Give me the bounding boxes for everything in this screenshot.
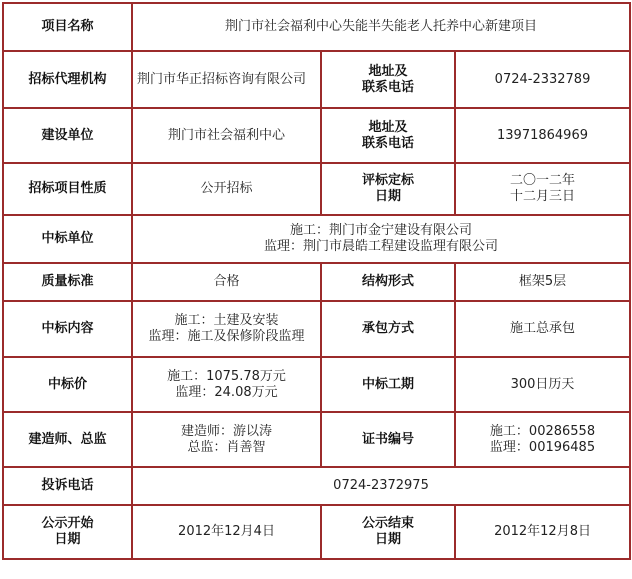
period-label: 中标工期	[321, 357, 455, 412]
content-construction: 施工：土建及安装	[174, 313, 279, 328]
winner-value	[132, 215, 630, 263]
content-label: 中标内容	[3, 301, 132, 357]
publicity-start-label	[3, 505, 132, 559]
cert-construction: 施工：00286558	[489, 423, 596, 439]
builder-address-label-line1: 地址及	[368, 119, 408, 135]
price-value	[132, 357, 321, 412]
row-agency	[3, 51, 630, 108]
agency-label: 招标代理机构	[3, 51, 132, 108]
row-project-name	[3, 3, 630, 51]
agency-address-label-line1: 地址及	[368, 63, 408, 79]
builder-value: 荆门市社会福利中心	[132, 108, 321, 163]
row-nature	[3, 163, 630, 215]
nature-label: 招标项目性质	[3, 163, 132, 215]
row-builder	[3, 108, 630, 163]
builder-label: 建设单位	[3, 108, 132, 163]
publicity-start-label-line1: 公示开始	[41, 516, 94, 531]
complaint-label: 投诉电话	[3, 467, 132, 505]
row-engineer	[3, 412, 630, 467]
agency-phone: 0724-2332789	[455, 51, 630, 108]
content-value	[132, 301, 321, 357]
publicity-start-label-line2: 日期	[54, 532, 81, 547]
nature-value: 公开招标	[132, 163, 321, 215]
project-name-label: 项目名称	[3, 3, 132, 51]
cert-supervision: 监理：00196485	[489, 439, 596, 455]
publicity-end-date: 2012年12月8日	[455, 505, 630, 559]
row-winner	[3, 215, 630, 263]
contract-label: 承包方式	[321, 301, 455, 357]
evaluation-date-line2: 十二月三日	[510, 189, 576, 204]
price-label: 中标价	[3, 357, 132, 412]
structure-value: 框架5层	[455, 263, 630, 301]
agency-address-label	[321, 51, 455, 108]
contract-value: 施工总承包	[455, 301, 630, 357]
builder-address-label	[321, 108, 455, 163]
project-name-value: 荆门市社会福利中心失能半失能老人托养中心新建项目	[132, 3, 630, 51]
winner-construction: 施工：荆门市金宁建设有限公司	[290, 223, 473, 238]
row-content	[3, 301, 630, 357]
publicity-start-date: 2012年12月4日	[132, 505, 321, 559]
evaluation-date-line1: 二〇一二年	[510, 173, 576, 188]
period-value: 300日历天	[455, 357, 630, 412]
agency-value: 荆门市华正招标咨询有限公司	[132, 51, 321, 108]
row-publicity	[3, 505, 630, 559]
winner-label: 中标单位	[3, 215, 132, 263]
builder-address-label-line2: 联系电话	[361, 135, 414, 151]
structure-label: 结构形式	[321, 263, 455, 301]
price-supervision: 监理：24.08万元	[175, 384, 278, 400]
price-construction: 施工：1075.78万元	[167, 368, 286, 384]
cert-label: 证书编号	[321, 412, 455, 467]
agency-address-label-line2: 联系电话	[361, 79, 414, 95]
engineer-builder: 建造师：游以涛	[180, 423, 272, 439]
publicity-end-label	[321, 505, 455, 559]
cert-value	[455, 412, 630, 467]
quality-label: 质量标准	[3, 263, 132, 301]
complaint-phone: 0724-2372975	[132, 467, 630, 505]
evaluation-date-label	[321, 163, 455, 215]
engineer-supervisor: 总监：肖善智	[187, 439, 266, 455]
builder-phone: 13971864969	[455, 108, 630, 163]
engineer-value	[132, 412, 321, 467]
quality-value: 合格	[132, 263, 321, 301]
content-supervision: 监理：施工及保修阶段监理	[148, 329, 305, 344]
publicity-end-label-line2: 日期	[374, 532, 401, 547]
evaluation-date-label-line1: 评标定标	[361, 173, 414, 188]
winner-supervision: 监理：荆门市晨皓工程建设监理有限公司	[264, 239, 499, 254]
row-price	[3, 357, 630, 412]
publicity-end-label-line1: 公示结束	[361, 516, 414, 531]
engineer-label: 建造师、总监	[3, 412, 132, 467]
row-complaint	[3, 467, 630, 505]
evaluation-date-value	[455, 163, 630, 215]
evaluation-date-label-line2: 日期	[374, 189, 401, 204]
bid-notice-table	[2, 2, 631, 560]
row-quality	[3, 263, 630, 301]
